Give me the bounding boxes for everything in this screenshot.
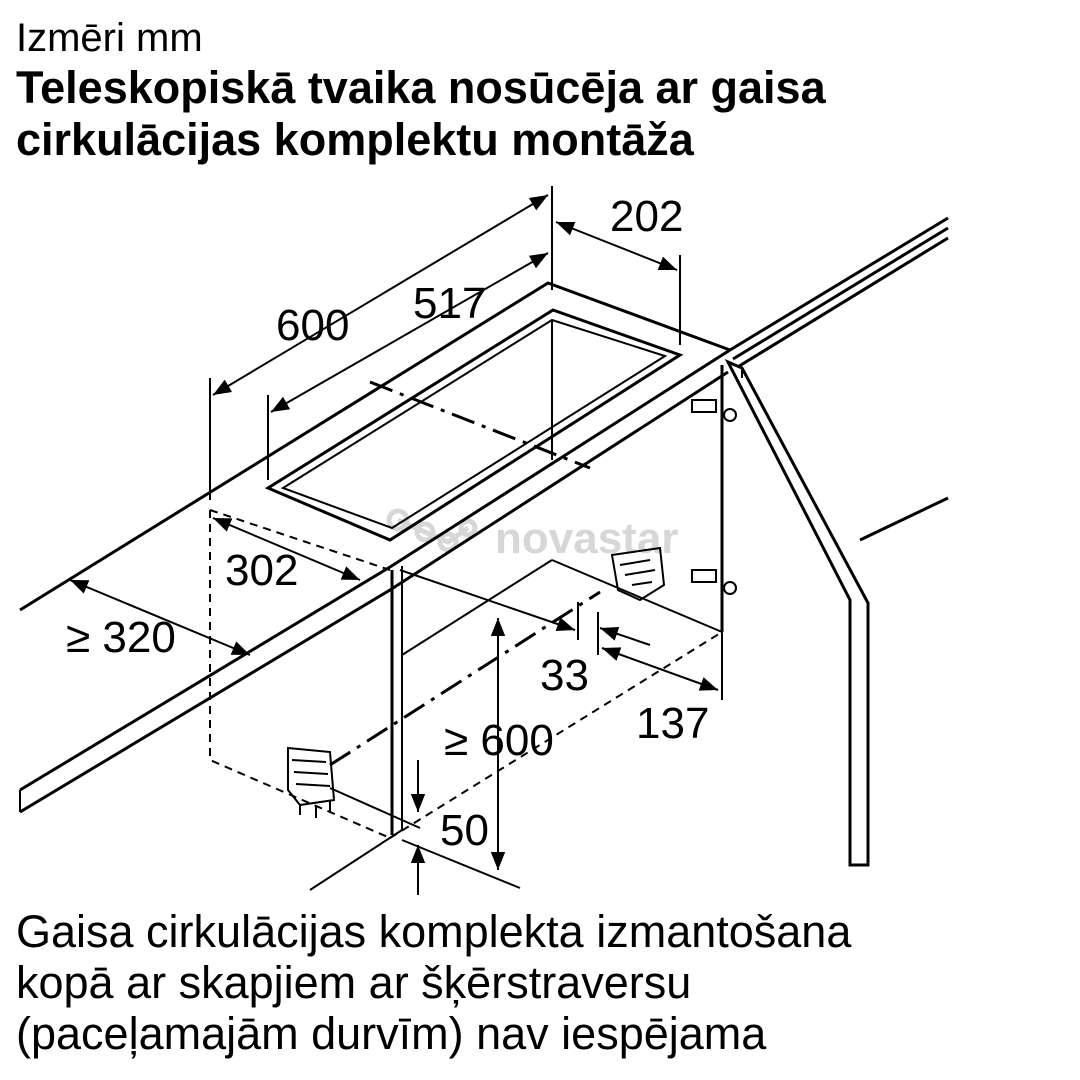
cabinet-door xyxy=(728,362,948,865)
title-line-2: cirkulācijas komplektu montāža xyxy=(16,114,694,165)
dim-600-top: 600 xyxy=(276,301,350,350)
footer-line-2: kopā ar skapjiem ar šķērstraversu xyxy=(16,957,692,1008)
dim-320: ≥ 320 xyxy=(66,613,176,662)
watermark xyxy=(389,511,678,563)
dim-302: 302 xyxy=(225,546,299,595)
footer-line-1: Gaisa cirkulācijas komplekta izmantošana xyxy=(16,906,852,957)
center-axis xyxy=(330,382,600,765)
dim-137: 137 xyxy=(636,699,710,748)
footer-line-3: (paceļamajām durvīm) nav iespējama xyxy=(16,1008,767,1059)
footer-note xyxy=(16,906,1066,1059)
watermark-text: novastar xyxy=(495,514,679,563)
units-label: Izmēri mm xyxy=(16,16,203,60)
mounting-bracket-icon xyxy=(288,548,664,818)
dim-600-bottom: ≥ 600 xyxy=(444,716,554,765)
dim-517: 517 xyxy=(413,279,487,328)
dim-33: 33 xyxy=(540,651,589,700)
hinge-icon xyxy=(692,400,736,594)
title-line-1: Teleskopiskā tvaika nosūcēja ar gaisa xyxy=(16,62,826,113)
dim-202: 202 xyxy=(610,192,684,241)
dim-50: 50 xyxy=(440,806,489,855)
